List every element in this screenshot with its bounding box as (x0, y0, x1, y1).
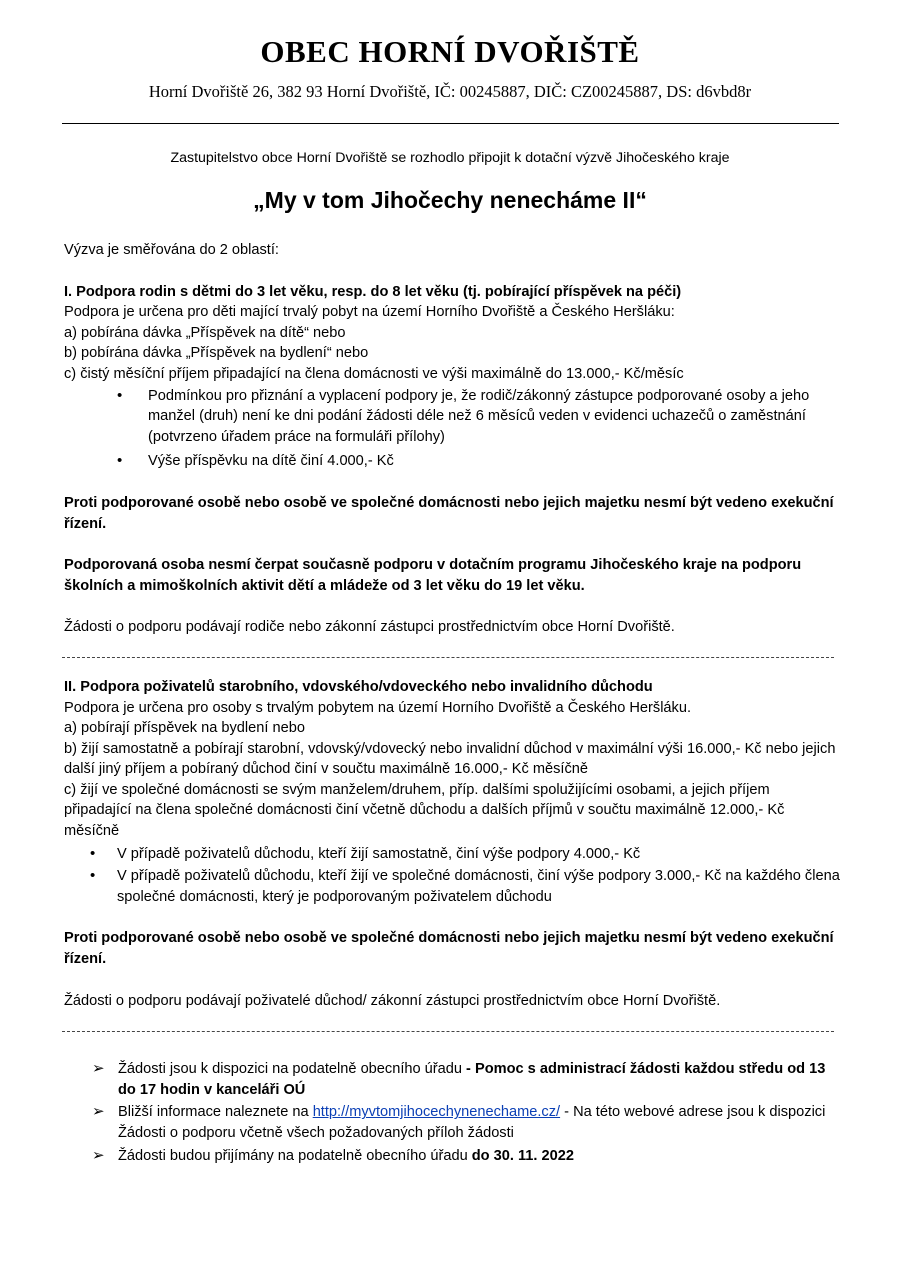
section1-closing: Žádosti o podporu podávají rodiče nebo zákonní zástupci prostřednictvím obce Horní Dvořiště. (64, 619, 675, 636)
list-item-text: Žádosti budou přijímány na podatelně obecního úřadu (118, 1147, 472, 1164)
list-item-text: V případě poživatelů důchodu, kteří žijí samostatně, činí výše podpory 4.000,- Kč (117, 845, 641, 862)
section2-bullet-list (64, 844, 840, 908)
list-item (64, 844, 840, 865)
office-hours-text: - Pomoc s administrací žádosti každou středu od 13 do 17 hodin v kanceláři OÚ (118, 1061, 826, 1098)
bullet-icon: • (117, 386, 123, 404)
section2-line: b) žijí samostatně a pobírají starobní, vdovský/vdovecký nebo invalidní důchod v maximální výši 16.000,- Kč nebo jejich další jiný příjem a pobíraný důchod činí v součtu maximálně 16.000,- Kč měsíčně (64, 740, 836, 778)
section2-line: c) žijí ve společné domácnosti se svým manželem/druhem, příp. dalšími spolužijícími osobami, a jejich příjem připadající na člena společné domácnosti činí včetně důchodu a dalších příjmů v součtu maximálně 12.000,- Kč měsíčně (64, 781, 785, 840)
list-item-text: Bližší informace naleznete na (118, 1104, 313, 1121)
website-link[interactable]: http://myvtomjihocechynenechame.cz/ (312, 1104, 561, 1121)
section2-closing: Žádosti o podporu podávají poživatelé důchod/ zákonní zástupci prostřednictvím obce Horní Dvořiště. (64, 992, 721, 1009)
list-item (64, 451, 840, 472)
list-item (64, 1059, 840, 1100)
call-intro: Výzva je směřována do 2 oblastí: (64, 242, 279, 258)
bullet-icon: • (90, 844, 96, 862)
list-item-text: Žádosti jsou k dispozici na podatelně obecního úřadu (118, 1061, 462, 1078)
list-item-text: Podmínkou pro přiznání a vyplacení podpory je, že rodič/zákonný zástupce podporované osoby a jeho manžel (druh) není ke dni podání žádosti déle než 6 měsíců veden v evidenci uchazečů o zaměstnání (potvrzeno úřadem práce na formuláři přílohy) (148, 387, 810, 445)
section1-line: b) pobírána dávka „Příspěvek na bydlení“ nebo (64, 345, 369, 362)
arrow-bullet-icon: ➢ (92, 1060, 105, 1078)
section2-heading: II. Podpora poživatelů starobního, vdovského/vdoveckého nebo invalidního důchodu (64, 678, 653, 695)
bullet-icon: • (90, 867, 96, 885)
section1-heading: I. Podpora rodin s dětmi do 3 let věku, resp. do 8 let věku (tj. pobírající příspěvek na péči) (64, 283, 682, 300)
section2-line: Podpora je určena pro osoby s trvalým pobytem na území Horního Dvořiště a Českého Heršláku. (64, 699, 692, 716)
list-item-text: V případě poživatelů důchodu, kteří žijí ve společné domácnosti, činí výše podpory 3.000,- Kč na každého člena společné domácnosti, který je podporovaným poživatelem důchodu (117, 868, 840, 905)
list-item (64, 386, 840, 448)
bullet-icon: • (117, 452, 123, 470)
double-funding-note: Podporovaná osoba nesmí čerpat současně podporu v dotačním programu Jihočeského kraje na podporu školních a mimoškolních aktivit dětí a mládeže od 3 let věku do 19 let věku. (64, 557, 802, 594)
section1-line: c) čistý měsíční příjem připadající na člena domácnosti ve výši maximálně do 13.000,- Kč/měsíc (64, 365, 684, 382)
section1-line: a) pobírána dávka „Příspěvek na dítě“ nebo (64, 324, 346, 341)
municipality-address: Horní Dvořiště 26, 382 93 Horní Dvořiště, IČ: 00245887, DIČ: CZ00245887, DS: d6vbd8r (148, 82, 752, 101)
list-item (64, 1102, 840, 1143)
document-title: „My v tom Jihočechy nenecháme II“ (253, 187, 647, 213)
execution-note: Proti podporované osobě nebo osobě ve společné domácnosti nebo jejich majetku nesmí být vedeno exekuční řízení. (64, 494, 834, 532)
intro-text: Zastupitelstvo obce Horní Dvořiště se rozhodlo připojit k dotační výzvě Jihočeského kraje (170, 150, 730, 166)
arrow-bullet-icon: ➢ (92, 1103, 105, 1121)
section1-bullet-list (64, 386, 840, 472)
header-divider (62, 123, 839, 124)
execution-note: Proti podporované osobě nebo osobě ve společné domácnosti nebo jejich majetku nesmí být vedeno exekuční řízení. (64, 930, 834, 968)
section2-line: a) pobírají příspěvek na bydlení nebo (64, 720, 305, 737)
deadline-text: do 30. 11. 2022 (471, 1147, 574, 1164)
municipality-name: OBEC HORNÍ DVOŘIŠTĚ (260, 34, 640, 69)
list-item (64, 1146, 840, 1167)
arrow-bullet-icon: ➢ (92, 1146, 105, 1164)
section1-line: Podpora je určena pro děti mající trvalý pobyt na území Horního Dvořiště a Českého Heršláku: (64, 304, 675, 321)
info-list (64, 1059, 840, 1166)
document-body (64, 240, 840, 1166)
list-item-text: - Na této webové adrese jsou k dispozici Žádosti o podporu včetně všech požadovaných příloh žádosti (118, 1104, 826, 1141)
list-item-text: Výše příspěvku na dítě činí 4.000,- Kč (148, 453, 394, 470)
list-item (64, 866, 840, 907)
